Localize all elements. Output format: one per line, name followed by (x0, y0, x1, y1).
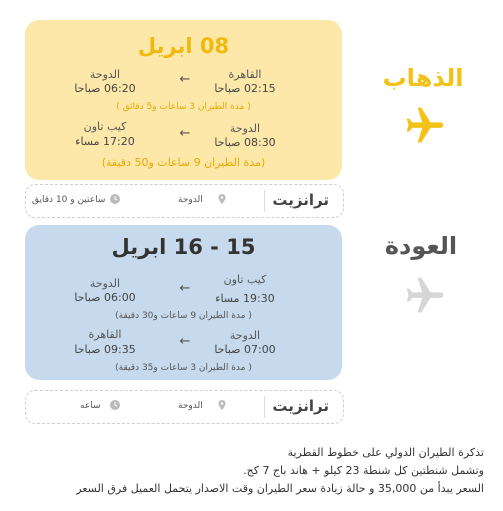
outbound-date: 08 ابريل (137, 34, 230, 58)
transit-label: ترانزيت (272, 397, 329, 415)
leg1-from-city: القاهرة (228, 68, 262, 81)
location-pin-icon (216, 193, 228, 205)
outbound-section-title: الذهاب (382, 64, 464, 92)
airplane-icon (403, 104, 447, 148)
leg2-from-city: الدوحة (229, 122, 261, 135)
leg2-from-time: 07:00 صباحا (214, 343, 276, 356)
leg2-from-city: الدوحة (229, 329, 261, 342)
info-price: السعر يبدأ من 35,000 و حالة زيادة سعر الطيران وقت الاصدار يتحمل العميل فرق السعر (76, 482, 484, 495)
return-date: 15 - 16 ابريل (111, 235, 256, 259)
return-transit-bar (25, 390, 344, 424)
leg1-to-city: الدوحة (89, 68, 121, 81)
leg1-to-time: 06:20 صباحا (74, 82, 136, 95)
arrow-icon: ← (179, 281, 191, 296)
leg1-from-time: 19:30 مساء (215, 292, 275, 305)
transit-duration: ساعه (80, 401, 101, 411)
leg2-duration: ( مدة الطيران 3 ساعات و35 دقيقة) (115, 363, 252, 373)
transit-duration: ساعتين و 10 دقايق (32, 195, 106, 205)
transit-city: الدوحة (178, 401, 203, 411)
leg1-duration: ( مدة الطيران 3 ساعات و5 دقائق ) (116, 102, 251, 112)
outbound-transit-bar (25, 184, 344, 218)
leg1-from-time: 02:15 صباحا (214, 82, 276, 95)
leg1-from-city: كيب تاون (223, 273, 267, 286)
leg2-duration: (مدة الطيران 9 ساعات و50 دقيقة) (101, 156, 266, 169)
transit-label: ترانزيت (272, 191, 329, 209)
location-pin-icon (216, 399, 228, 411)
leg1-to-time: 06:00 صباحا (74, 291, 136, 304)
leg2-to-city: القاهرة (88, 328, 122, 341)
info-baggage: وتشمل شنطتين كل شنطة 23 كيلو + هاند باج 7 كج. (243, 464, 484, 477)
divider (264, 396, 265, 418)
airplane-icon (403, 274, 447, 318)
leg1-to-city: الدوحة (89, 277, 121, 290)
return-card (25, 225, 342, 380)
outbound-card (25, 20, 342, 180)
clock-icon (109, 193, 121, 205)
transit-city: الدوحة (178, 195, 203, 205)
leg2-from-time: 08:30 صباحا (214, 136, 276, 149)
clock-icon (109, 399, 121, 411)
leg2-to-time: 09:35 صباحا (74, 343, 136, 356)
divider (264, 190, 265, 212)
leg1-duration: ( مدة الطيران 9 ساعات و30 دقيقة) (115, 311, 252, 321)
leg2-to-time: 17:20 مساء (75, 135, 135, 148)
arrow-icon: ← (179, 126, 191, 141)
arrow-icon: ← (179, 72, 191, 87)
return-section-title: العودة (384, 232, 458, 260)
leg2-to-city: كيب تاون (83, 120, 127, 133)
info-airline: تذكرة الطيران الدولي على خطوط القطرية (287, 446, 484, 459)
arrow-icon: ← (179, 334, 191, 349)
